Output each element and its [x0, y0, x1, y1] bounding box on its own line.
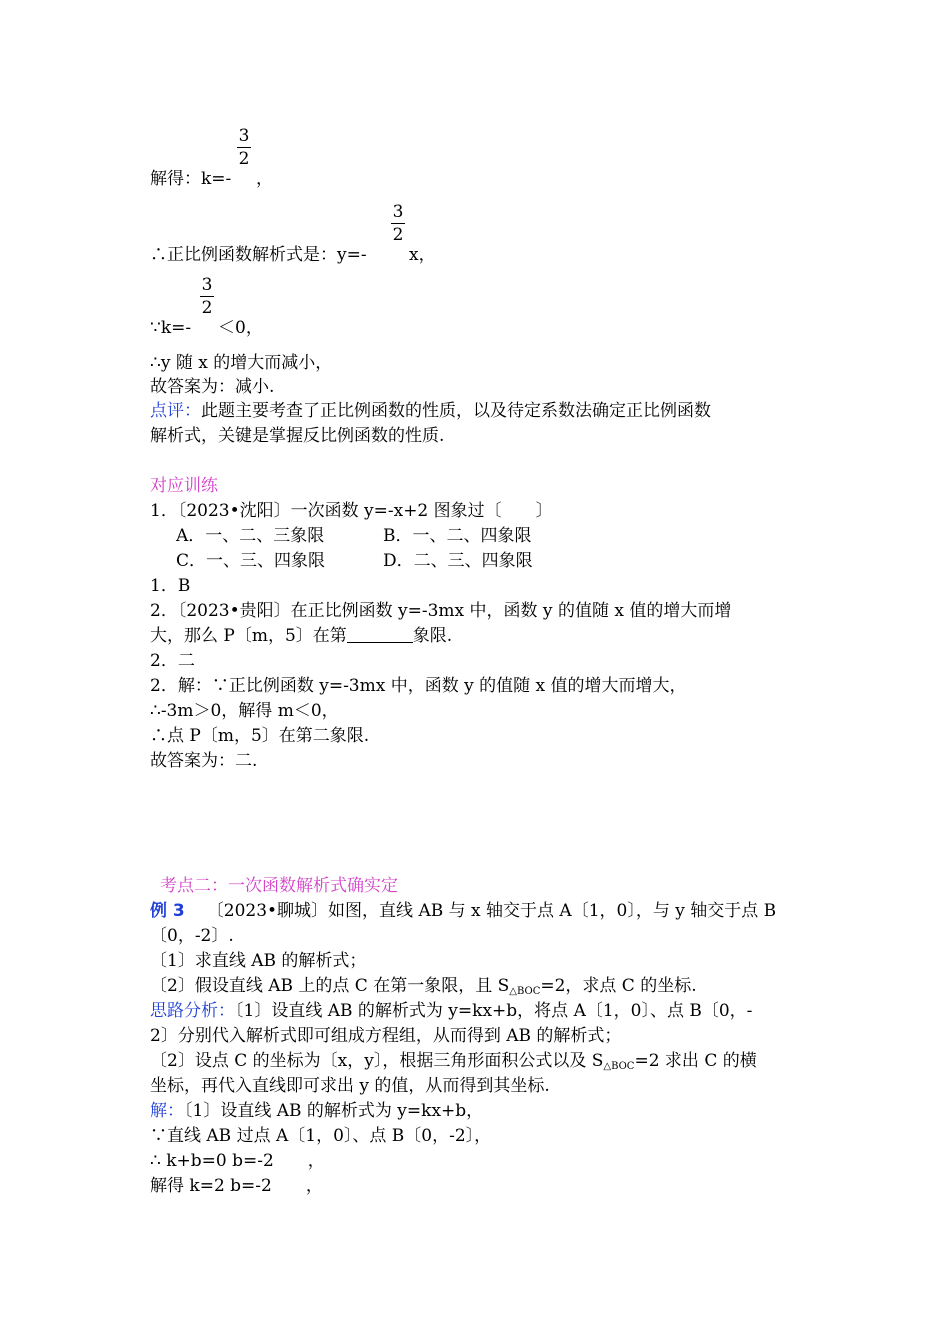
idea-label: 思路分析：: [150, 1001, 235, 1021]
text: 〔1〕设直线 AB 的解析式为 y=kx+b，将点 A〔1，0〕、点 B〔0，-: [235, 1001, 753, 1021]
solution-label: 解：: [150, 1101, 184, 1121]
fraction-denominator: 2: [238, 149, 250, 169]
solution-2-line-4: 故答案为：二.: [150, 751, 258, 771]
example-label: 例 3: [150, 901, 185, 921]
question-2: 2．〔2023•贵阳〕在正比例函数 y=-3mx 中，函数 y 的值随 x 值的增大而增: [150, 601, 732, 621]
solution-line-2: ∵直线 AB 过点 A〔1，0〕、点 B〔0，-2〕，: [150, 1126, 492, 1146]
text: 〔2023•聊城〕如图，直线 AB 与 x 轴交于点 A〔1，0〕，与 y 轴交于点 B: [206, 901, 777, 921]
solution-2-line-3: ∴点 P〔m，5〕在第二象限.: [150, 726, 370, 746]
idea-line-2: 2〕分别代入解析式即可组成方程组，从而得到 AB 的解析式；: [150, 1026, 622, 1046]
text: ∵k=-: [150, 318, 192, 338]
option-a: A．一、二、三象限: [176, 526, 325, 546]
answer-line: 故答案为：减小.: [150, 377, 275, 397]
solve-k-line: [150, 167, 231, 191]
option-d: D．二、三、四象限: [383, 551, 533, 571]
fraction-denominator: 2: [201, 298, 213, 318]
solution-2-line-2: ∴-3m＞0，解得 m＜0，: [150, 701, 339, 721]
comment-line: [150, 399, 711, 423]
fraction-three-halves: [200, 274, 214, 319]
solution-2-line-1: 2．解：∵正比例函数 y=-3mx 中，函数 y 的值随 x 值的增大而增大，: [150, 676, 687, 696]
text: 〔1〕设直线 AB 的解析式为 y=kx+b，: [184, 1101, 484, 1121]
answer-2: 2．二: [150, 651, 195, 671]
question-2-cont: [150, 624, 452, 648]
fill-blank: [347, 626, 413, 643]
idea-line-1: [150, 999, 752, 1023]
text: ∴正比例函数解析式是：y=-: [150, 245, 367, 265]
option-c: C．一、三、四象限: [176, 551, 326, 571]
text: =2 求出 C 的横: [634, 1051, 757, 1071]
solution-line-3: ∴ k+b=0 b=-2 ，: [150, 1151, 325, 1171]
fraction-three-halves: [391, 201, 405, 246]
text: 〔2〕设点 C 的坐标为〔x，y〕，根据三角形面积公式以及 S: [150, 1051, 604, 1071]
idea-line-4: 坐标，再代入直线即可求出 y 的值，从而得到其坐标.: [150, 1076, 550, 1096]
text: 象限.: [412, 626, 453, 646]
less-than-zero: ＜0，: [218, 318, 263, 338]
comment-text: 此题主要考查了正比例函数的性质，以及待定系数法确定正比例函数: [201, 401, 711, 421]
proportional-function-line: [150, 243, 367, 267]
example-3-line-1: [150, 899, 776, 923]
text: =2，求点 C 的坐标.: [540, 976, 697, 996]
example-3-line-2: 〔0，-2〕.: [150, 926, 234, 946]
option-b: B．一、二、四象限: [383, 526, 532, 546]
text: 大，那么 P〔m，5〕在第: [150, 626, 347, 646]
comment-line-2: 解析式，关键是掌握反比例函数的性质.: [150, 426, 445, 446]
solution-line-4: 解得 k=2 b=-2 ，: [150, 1176, 323, 1196]
comment-label: 点评：: [150, 401, 201, 421]
text: 〔2〕假设直线 AB 上的点 C 在第一象限，且 S: [150, 976, 510, 996]
section-heading-kaodian-2: 考点二：一次函数解析式确实定: [160, 876, 398, 896]
example-3-part-1: 〔1〕求直线 AB 的解析式；: [150, 951, 367, 971]
decreasing-line: ∴y 随 x 的增大而减小，: [150, 353, 333, 373]
fraction-three-halves: [237, 125, 251, 170]
subscript: △BOC: [603, 1061, 635, 1072]
subscript: △BOC: [509, 986, 541, 997]
answer-1: 1．B: [150, 576, 191, 596]
fraction-numerator: 3: [238, 126, 250, 146]
question-1: 1．〔2023•沈阳〕一次函数 y=-x+2 图象过〔 〕: [150, 501, 553, 521]
x-suffix: x，: [409, 245, 436, 265]
comma: ，: [256, 169, 273, 189]
section-heading-practice: 对应训练: [150, 476, 218, 496]
solution-line-1: [150, 1099, 483, 1123]
fraction-denominator: 2: [392, 225, 404, 245]
fraction-numerator: 3: [392, 202, 404, 222]
text: 解得：k=-: [150, 169, 232, 189]
fraction-numerator: 3: [201, 275, 213, 295]
k-negative-line: [150, 316, 191, 340]
